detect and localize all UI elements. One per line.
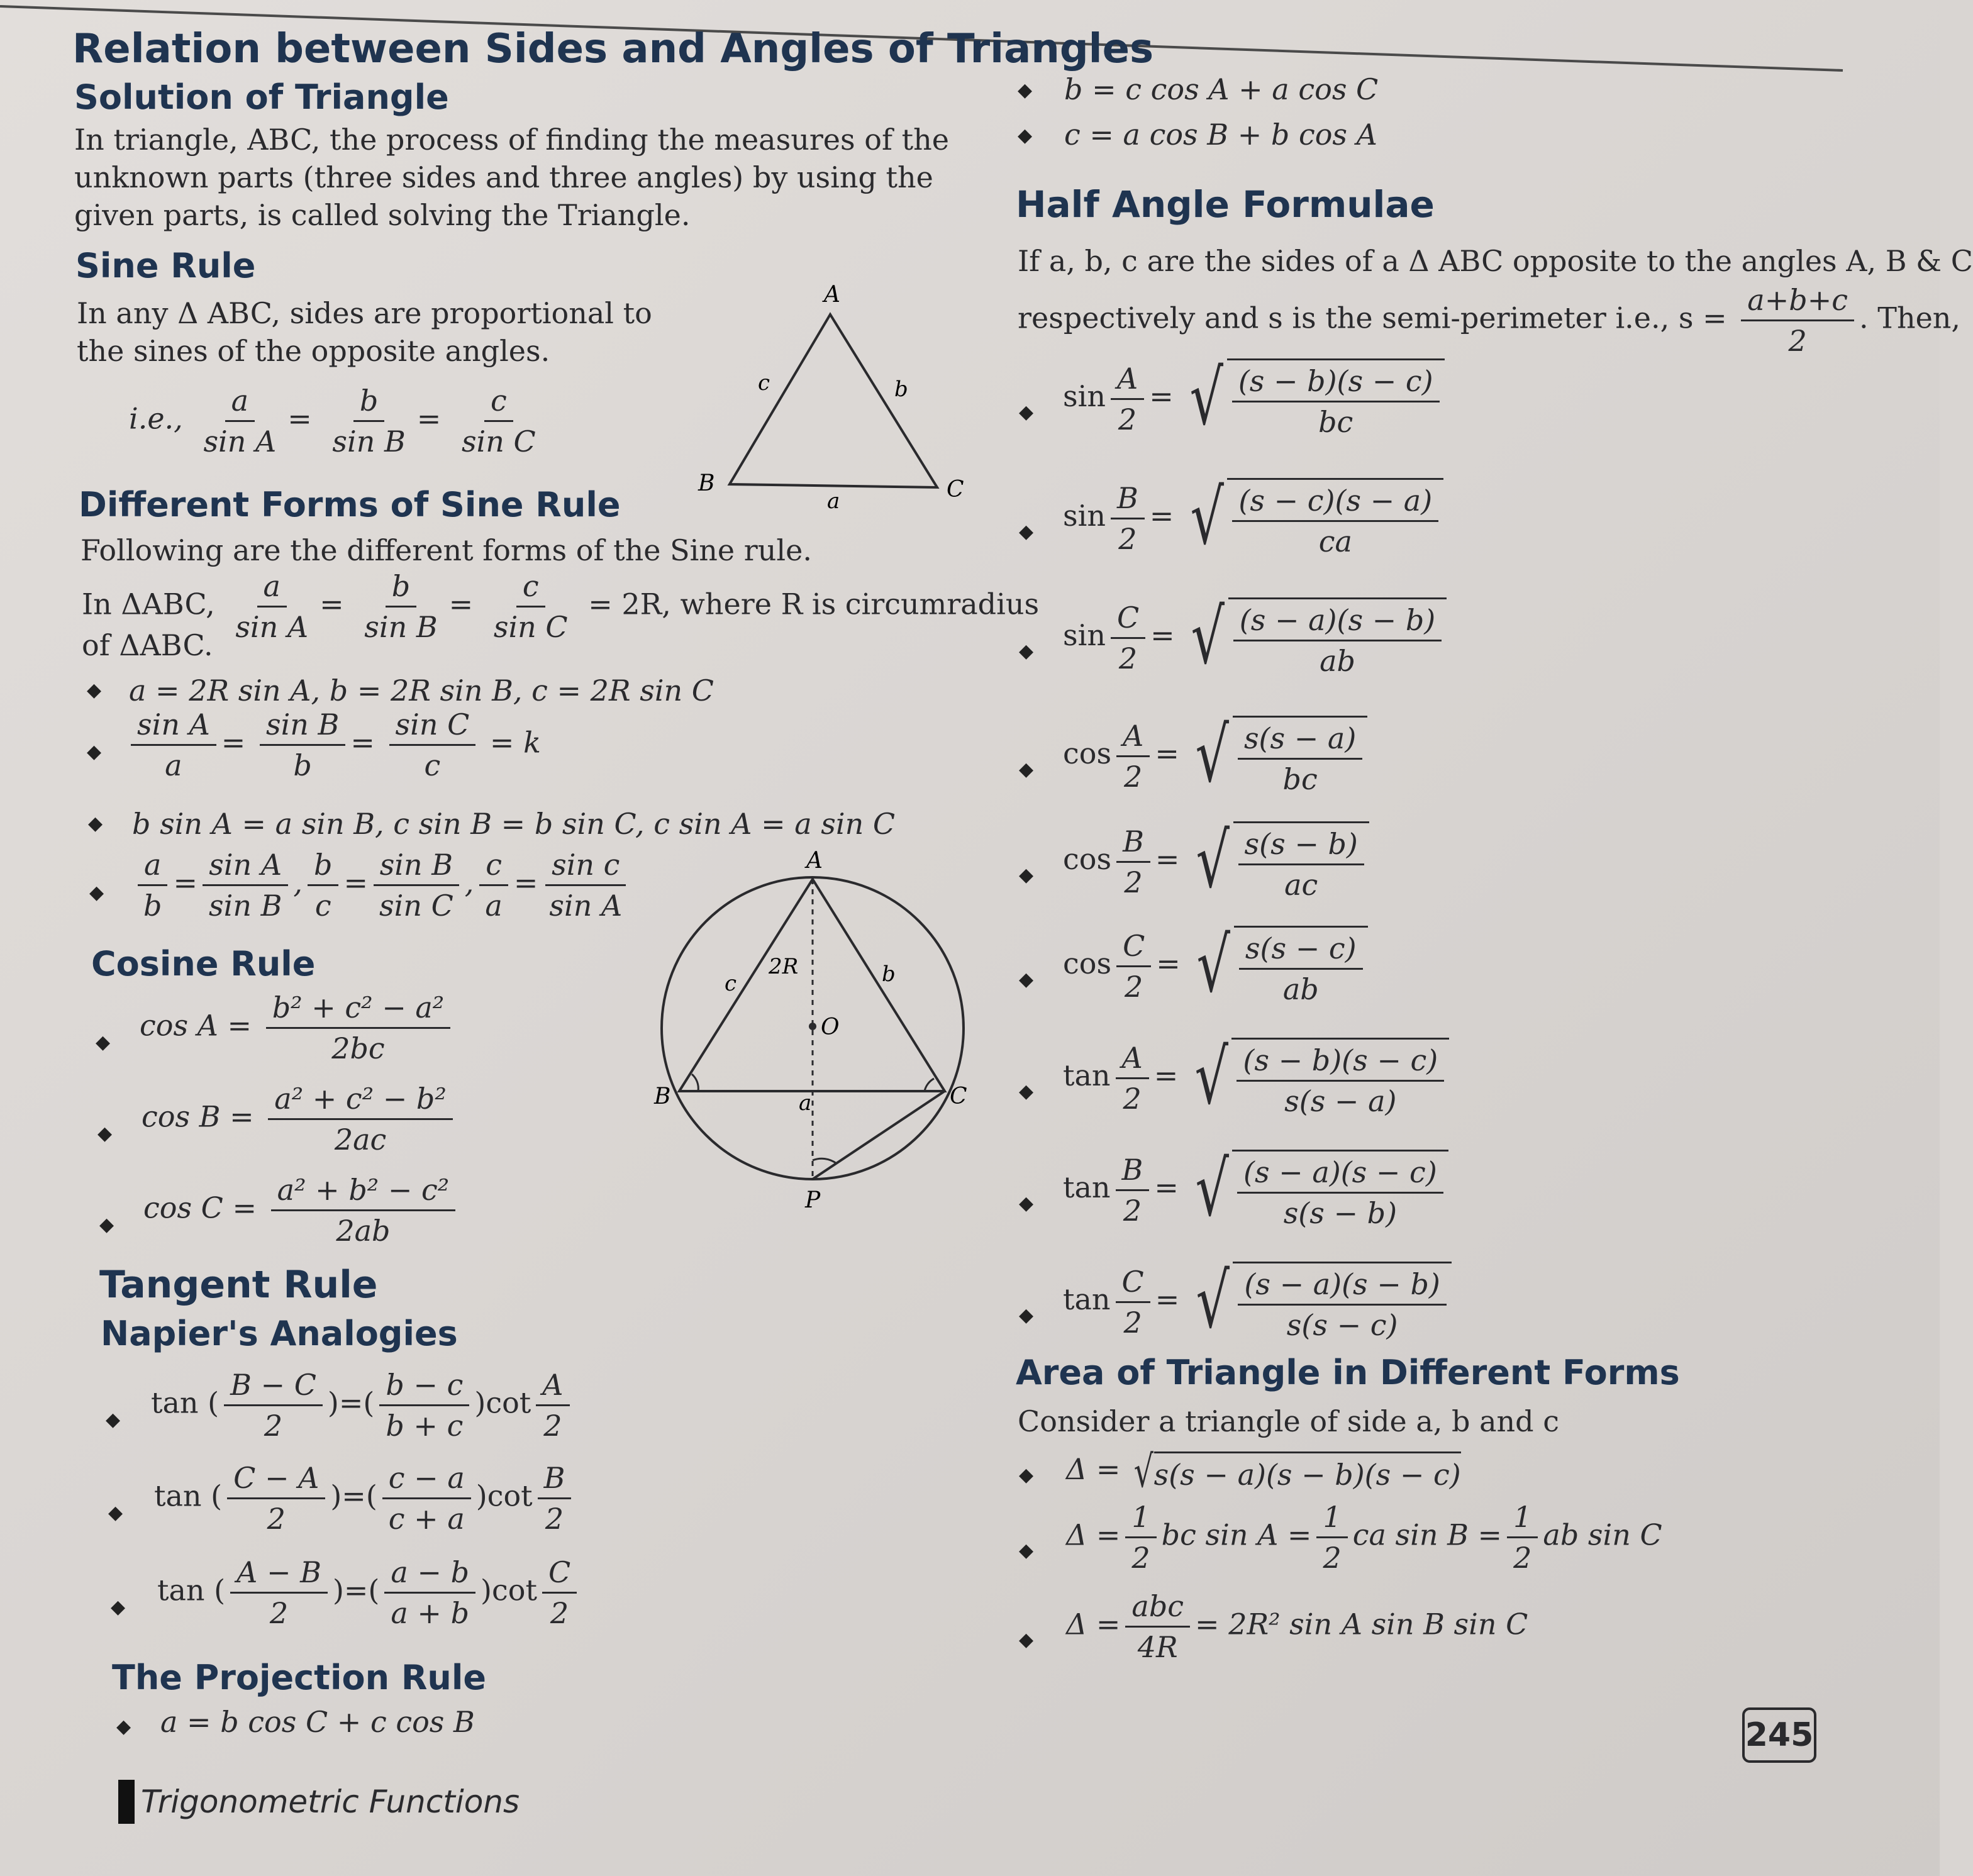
- circle-vertex-a: A: [806, 848, 823, 874]
- projection-2: b = c cos A + a cos C: [1064, 72, 1379, 106]
- half-sin-b: sin $\frac{B}{2}$ = √ $\frac{(s - c)(s - a)}{ca}$: [1063, 478, 1443, 558]
- fraction: $\frac{a}{\text{sin A}}$: [203, 384, 277, 458]
- bullet-icon: ◆: [111, 1596, 126, 1618]
- circumcircle-diagram: [648, 836, 1000, 1214]
- napier-1: tan ( $\frac{B - C}{2}$ )=( $\frac{b - c}{b + c}$ )cot $\frac{A}{2}$: [151, 1368, 575, 1443]
- sine-form-2: $\frac{\text{sin A}}{a}$ = $\frac{\text{sin B}}{b}$ = $\frac{\text{sin C}}{c}$ = k: [126, 708, 541, 782]
- bullet-icon: ◆: [1018, 79, 1033, 101]
- bullet-icon: ◆: [1019, 401, 1034, 423]
- projection-3: c = a cos B + b cos A: [1064, 118, 1377, 152]
- bullet-icon: ◆: [108, 1502, 123, 1524]
- bullet-icon: ◆: [1019, 864, 1034, 886]
- center-o: O: [821, 1014, 840, 1040]
- circumradius-formula: In ΔABC, $\frac{a}{\text{sin A}}$ = $\frac{b}{\text{sin B}}$ = $\frac{c}{\text{sin C}}$ = 2R, where R is circumradius: [82, 569, 1040, 644]
- bullet-icon: ◆: [1019, 1192, 1034, 1214]
- solution-text: In triangle, ABC, the process of finding the measures of the unknown parts (three sides and three angles) by using the given parts, is called solving the Triangle.: [74, 123, 949, 232]
- area-heading: Area of Triangle in Different Forms: [1016, 1353, 1680, 1392]
- bullet-icon: ◆: [1018, 125, 1033, 147]
- circle-vertex-c: C: [950, 1084, 967, 1109]
- bullet-icon: ◆: [1019, 1540, 1034, 1562]
- sine-rule-text: In any Δ ABC, sides are proportional to the sines of the opposite angles.: [77, 296, 652, 368]
- eq-2r: = 2R, where R is circumradius: [588, 587, 1040, 621]
- in-abc-label: In ΔABC,: [82, 587, 215, 621]
- area-heron: Δ = √ s(s − a)(s − b)(s − c): [1066, 1446, 1461, 1497]
- half-tan-b: tan $\frac{B}{2}$ = √ $\frac{(s - a)(s - c)}{s(s - b)}$: [1063, 1150, 1448, 1230]
- half-cos-b: cos $\frac{B}{2}$ = √ $\frac{s(s - b)}{ac}$: [1063, 821, 1369, 902]
- half-angle-heading: Half Angle Formulae: [1016, 183, 1435, 226]
- label-2r: 2R: [769, 954, 799, 979]
- fraction: $\frac{c}{\text{sin C}}$: [461, 384, 536, 458]
- half-cos-c: cos $\frac{C}{2}$ = √ $\frac{s(s - c)}{ab}$: [1063, 926, 1368, 1006]
- bullet-icon: ◆: [1019, 521, 1034, 543]
- different-forms-text: Following are the different forms of the Sine rule.: [81, 533, 812, 567]
- side-b: b: [894, 377, 908, 402]
- projection-1: a = b cos C + c cos B: [160, 1705, 475, 1739]
- of-abc: of ΔABC.: [82, 628, 213, 662]
- half-cos-a: cos $\frac{A}{2}$ = √ $\frac{s(s - a)}{bc}$: [1063, 716, 1367, 796]
- bullet-icon: ◆: [116, 1716, 131, 1738]
- circle-side-c: c: [725, 971, 737, 996]
- napier-3: tan ( $\frac{A - B}{2}$ )=( $\frac{a - b}{a + b}$ )cot $\frac{C}{2}$: [157, 1555, 582, 1630]
- sine-form-1: a = 2R sin A, b = 2R sin B, c = 2R sin C: [129, 674, 714, 708]
- vertex-b: B: [698, 470, 715, 496]
- circle-side-b: b: [882, 962, 896, 987]
- chapter-footer: Trigonometric Functions: [118, 1780, 520, 1824]
- point-p: P: [805, 1187, 821, 1213]
- bullet-icon: ◆: [87, 741, 102, 763]
- chord-cp: [813, 1091, 945, 1179]
- vertex-c: C: [947, 477, 964, 502]
- area-sine: Δ = $\frac{1}{2}$ bc sin A = $\frac{1}{2}$ ca sin B = $\frac{1}{2}$ ab sin C: [1066, 1500, 1662, 1575]
- half-tan-c: tan $\frac{C}{2}$ = √ $\frac{(s - a)(s - b)}{s(s - c)}$: [1063, 1262, 1452, 1342]
- bullet-icon: ◆: [87, 679, 102, 701]
- bullet-icon: ◆: [1019, 1464, 1034, 1486]
- bullet-icon: ◆: [1019, 758, 1034, 780]
- bullet-icon: ◆: [1019, 640, 1034, 662]
- bullet-icon: ◆: [88, 813, 103, 835]
- fraction: $\frac{b}{\text{sin B}}$: [332, 384, 406, 458]
- cosine-b: cos B = $\frac{\text{a² + c² − b²}}{2ac}$: [142, 1082, 458, 1157]
- projection-rule-heading: The Projection Rule: [112, 1658, 486, 1697]
- side-a: a: [827, 489, 840, 514]
- sine-rule-heading: Sine Rule: [75, 246, 256, 286]
- side-c: c: [758, 370, 770, 396]
- circle-side-a: a: [799, 1091, 812, 1116]
- bullet-icon: ◆: [1019, 1080, 1034, 1102]
- bullet-icon: ◆: [1019, 1629, 1034, 1651]
- napier-heading: Napier's Analogies: [101, 1314, 458, 1353]
- tangent-rule-heading: Tangent Rule: [99, 1263, 378, 1307]
- center-point: [809, 1023, 816, 1030]
- circle-vertex-b: B: [654, 1084, 671, 1109]
- page-number: 245: [1742, 1707, 1816, 1763]
- different-forms-heading: Different Forms of Sine Rule: [79, 485, 621, 525]
- sine-form-3: b sin A = a sin B, c sin B = b sin C, c sin A = a sin C: [132, 807, 896, 841]
- vertex-a: A: [824, 282, 840, 308]
- half-sin-c: sin $\frac{C}{2}$ = √ $\frac{(s - a)(s - b)}{ab}$: [1063, 597, 1447, 678]
- semi-perimeter-line: respectively and s is the semi-perimeter i.e., s = $\frac{a+b+c}{2}$ . Then,: [1018, 283, 1961, 358]
- half-angle-text: If a, b, c are the sides of a Δ ABC opposite to the angles A, B & C: [1018, 244, 1973, 278]
- bullet-icon: ◆: [106, 1409, 121, 1431]
- sine-form-4: $\frac{a}{b}$ = $\frac{\text{sin A}}{\text{sin B}}$ , $\frac{b}{c}$ = $\frac{\text{sin B}}{\text{sin C}}$ , $\frac{c}{a}$ = $\frac{\text{sin c}}{\text{sin A}}$: [132, 848, 633, 923]
- half-tan-a: tan $\frac{A}{2}$ = √ $\frac{(s - b)(s - c)}{s(s - a)}$: [1063, 1038, 1449, 1118]
- bullet-icon: ◆: [97, 1123, 113, 1145]
- half-sin-a: sin $\frac{A}{2}$ = √ $\frac{(s - b)(s - c)}{bc}$: [1063, 358, 1445, 439]
- bullet-icon: ◆: [89, 882, 104, 904]
- solution-heading: Solution of Triangle: [74, 77, 449, 117]
- sine-rule-formula: i.e., $\frac{a}{\text{sin A}}$ = $\frac{b}{\text{sin B}}$ = $\frac{c}{\text{sin C}}$: [129, 384, 547, 458]
- cosine-a: cos A = $\frac{\text{b² + c² − a²}}{2bc}$: [140, 991, 455, 1065]
- bullet-icon: ◆: [1019, 969, 1034, 991]
- cosine-rule-heading: Cosine Rule: [91, 944, 316, 984]
- ie-label: i.e.,: [129, 401, 183, 436]
- triangle-diagram: [692, 277, 981, 516]
- page-title: Relation between Sides and Angles of Triangles: [72, 26, 1154, 72]
- napier-2: tan ( $\frac{C - A}{2}$ )=( $\frac{c - a}{c + a}$ )cot $\frac{B}{2}$: [154, 1461, 576, 1536]
- cosine-c: cos C = $\frac{\text{a² + b² − c²}}{2ab}$: [143, 1173, 460, 1248]
- bullet-icon: ◆: [96, 1031, 111, 1053]
- area-text: Consider a triangle of side a, b and c: [1018, 1404, 1559, 1438]
- bullet-icon: ◆: [99, 1214, 114, 1236]
- bullet-icon: ◆: [1019, 1304, 1034, 1326]
- area-circumradius: Δ = $\frac{\text{abc}}{4R}$ = 2R² sin A sin B sin C: [1066, 1589, 1528, 1664]
